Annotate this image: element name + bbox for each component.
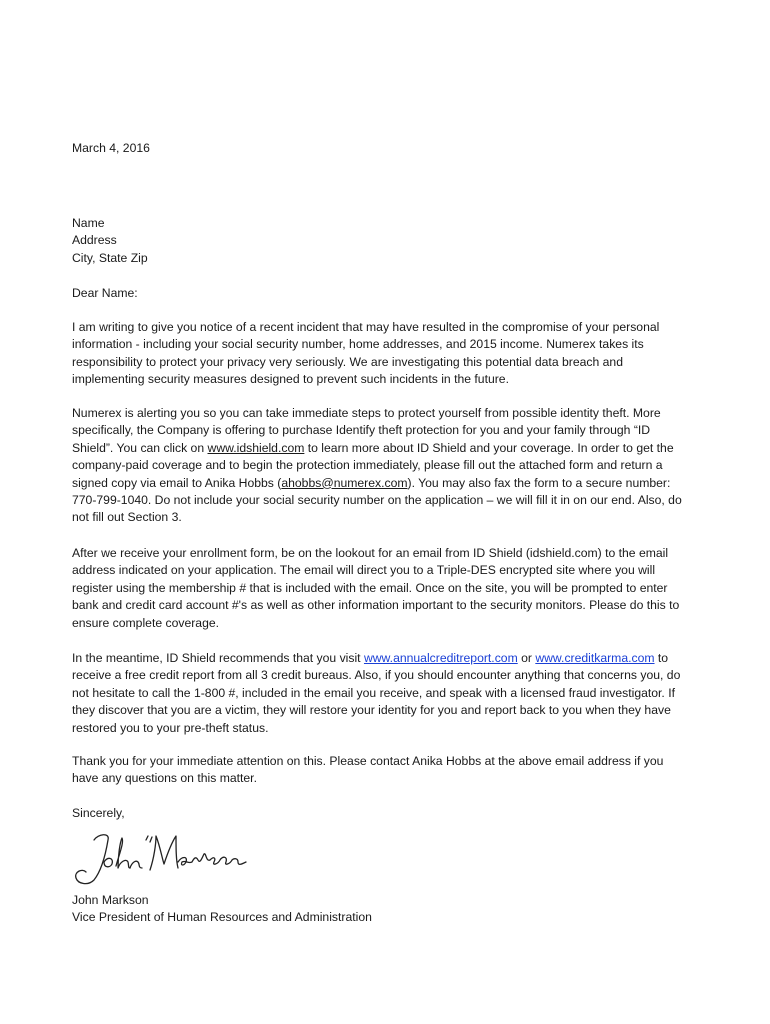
closing: Sincerely, — [72, 806, 125, 820]
paragraph-text: to receive a free credit report from all 3 credit bureaus. Also, if you should encounter anything that concerns you, do not hesitate to call the 1-800 #, included in the email you receive, and speak with a licensed fraud investigator. If they discover that you are a victim, they will restore your identity for you and report back to you when they have restored you to your pre-theft status. — [72, 651, 681, 735]
idshield-link[interactable]: www.idshield.com — [207, 440, 305, 455]
paragraph-text: to learn more about ID Shield and your coverage. In order to get the company-paid coverage and to begin the protection immediately, please fill out the attached form and return a signed copy via email to Anika Hobbs ( — [72, 440, 674, 490]
signer-title: Vice President of Human Resources and Administration — [72, 910, 372, 924]
paragraph-text: In the meantime, ID Shield recommends that you visit — [72, 651, 364, 665]
recipient-name: Name — [72, 216, 105, 230]
paragraph-enrollment: After we receive your enrollment form, be on the lookout for an email from ID Shield (idshield.com) to the email address indicated on your application. The email will direct you to a Triple-DES encrypted site where you will register using the membership # that is included with the email. Once on the site, you will be prompted to enter bank and credit card account #'s as well as other information important to the security monitors. Please do this to ensure complete coverage. — [72, 546, 680, 630]
signer-name: John Markson — [72, 893, 149, 907]
handwritten-signature — [64, 822, 264, 894]
creditkarma-link[interactable]: www.creditkarma.com — [535, 651, 655, 665]
email-link[interactable]: ahobbs@numerex.com — [281, 475, 408, 490]
paragraph-id-shield-offer — [72, 405, 692, 527]
salutation: Dear Name: — [72, 286, 138, 300]
paragraph-text: Numerex is alerting you so you can take immediate steps to protect yourself from possible identity theft. More specifically, the Company is offering to purchase Identify theft protection for you and your family through “ID Shield”. You can click on — [72, 406, 661, 455]
paragraph-incident-notice: I am writing to give you notice of a recent incident that may have resulted in the compromise of your personal information - including your social security number, home addresses, and 2015 income. Numerex takes its responsibility to protect your privacy very seriously. We are investigating this potential data breach and implementing security measures designed to prevent such incidents in the future. — [72, 320, 660, 387]
recipient-address-block — [72, 215, 148, 267]
paragraph-credit-report — [72, 650, 692, 737]
recipient-city-state-zip: City, State Zip — [72, 250, 148, 265]
recipient-address: Address — [72, 233, 117, 248]
paragraph-text: or — [517, 651, 536, 665]
annualcreditreport-link[interactable]: www.annualcreditreport.com — [363, 651, 518, 665]
paragraph-text: ). You may also fax the form to a secure number: 770-799-1040. Do not include your social security number on the application – we will fill it in on our end. Also, do not fill out Section 3. — [72, 475, 682, 525]
paragraph-thank-you: Thank you for your immediate attention on this. Please contact Anika Hobbs at the above email address if you have any questions on this matter. — [72, 754, 664, 786]
letter-date: March 4, 2016 — [72, 141, 150, 155]
